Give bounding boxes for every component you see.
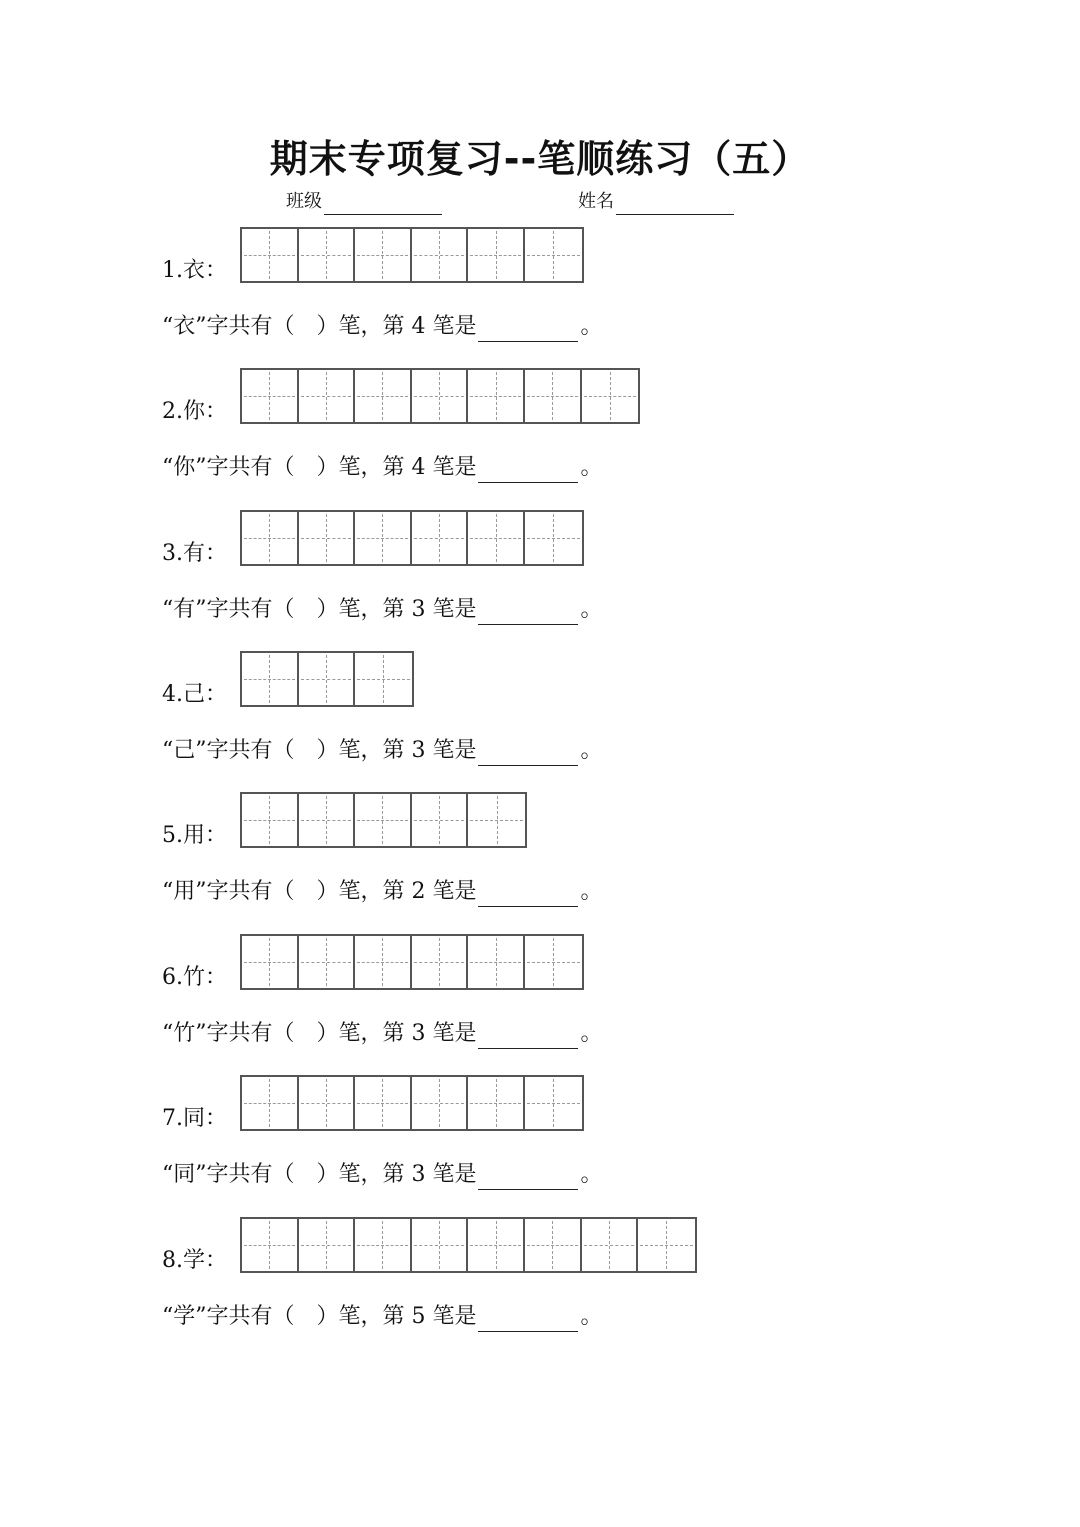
writing-cell[interactable] [582, 1219, 639, 1271]
writing-cell[interactable] [355, 512, 412, 564]
writing-cell[interactable] [468, 1219, 525, 1271]
writing-cell[interactable] [355, 1077, 412, 1129]
answer-blank[interactable] [478, 1167, 578, 1190]
writing-grid [240, 934, 584, 990]
exercise-question [162, 312, 603, 342]
answer-blank[interactable] [478, 884, 578, 907]
writing-grid [240, 792, 527, 848]
writing-cell[interactable] [242, 936, 299, 988]
writing-cell[interactable] [468, 512, 525, 564]
writing-cell[interactable] [468, 936, 525, 988]
writing-cell[interactable] [299, 229, 356, 281]
question-text: “己”字共有（ ）笔，第 3 笔是 [162, 738, 477, 763]
writing-grid [240, 227, 584, 283]
class-label: 班级 [286, 191, 322, 212]
writing-cell[interactable] [242, 1219, 299, 1271]
writing-cell[interactable] [299, 794, 356, 846]
writing-cell[interactable] [525, 229, 582, 281]
exercise-label: 8.学： [162, 1248, 227, 1273]
question-text: “有”字共有（ ）笔，第 3 笔是 [162, 597, 477, 622]
class-input-line[interactable] [324, 194, 442, 215]
question-text: “你”字共有（ ）笔，第 4 笔是 [162, 455, 477, 480]
exercise-label: 6.竹： [162, 965, 227, 990]
question-end: 。 [580, 597, 603, 622]
writing-cell[interactable] [525, 512, 582, 564]
writing-cell[interactable] [638, 1219, 695, 1271]
writing-cell[interactable] [355, 1219, 412, 1271]
question-end: 。 [580, 314, 603, 339]
question-end: 。 [580, 1021, 603, 1046]
writing-cell[interactable] [355, 370, 412, 422]
question-end: 。 [580, 1162, 603, 1187]
question-text: “同”字共有（ ）笔，第 3 笔是 [162, 1162, 477, 1187]
writing-cell[interactable] [468, 794, 525, 846]
writing-grid [240, 651, 414, 707]
exercise-question [162, 736, 603, 766]
question-end: 。 [580, 738, 603, 763]
exercise-question [162, 1302, 603, 1332]
writing-cell[interactable] [299, 512, 356, 564]
writing-cell[interactable] [355, 229, 412, 281]
writing-cell[interactable] [525, 936, 582, 988]
question-text: “学”字共有（ ）笔，第 5 笔是 [162, 1304, 477, 1329]
answer-blank[interactable] [478, 460, 578, 483]
writing-cell[interactable] [242, 1077, 299, 1129]
question-end: 。 [580, 455, 603, 480]
class-field [286, 189, 442, 215]
writing-grid [240, 368, 640, 424]
exercise-label: 4.己： [162, 682, 227, 707]
writing-cell[interactable] [299, 370, 356, 422]
exercise-label: 2.你： [162, 399, 227, 424]
writing-cell[interactable] [412, 229, 469, 281]
writing-cell[interactable] [242, 229, 299, 281]
name-input-line[interactable] [616, 194, 734, 215]
question-text: “竹”字共有（ ）笔，第 3 笔是 [162, 1021, 477, 1046]
writing-cell[interactable] [355, 794, 412, 846]
writing-cell[interactable] [468, 370, 525, 422]
writing-grid [240, 510, 584, 566]
question-end: 。 [580, 879, 603, 904]
writing-cell[interactable] [468, 229, 525, 281]
exercise-label: 1.衣： [162, 258, 227, 283]
writing-cell[interactable] [412, 370, 469, 422]
writing-cell[interactable] [412, 1219, 469, 1271]
writing-cell[interactable] [299, 653, 356, 705]
writing-cell[interactable] [242, 794, 299, 846]
exercise-question [162, 877, 603, 907]
writing-cell[interactable] [242, 370, 299, 422]
answer-blank[interactable] [478, 743, 578, 766]
writing-grid [240, 1075, 584, 1131]
exercise-question [162, 1019, 603, 1049]
exercise-label: 7.同： [162, 1106, 227, 1131]
answer-blank[interactable] [478, 1309, 578, 1332]
writing-cell[interactable] [412, 1077, 469, 1129]
name-field [578, 189, 734, 215]
writing-cell[interactable] [299, 1219, 356, 1271]
writing-cell[interactable] [299, 1077, 356, 1129]
answer-blank[interactable] [478, 319, 578, 342]
name-label: 姓名 [578, 191, 614, 212]
writing-cell[interactable] [525, 370, 582, 422]
answer-blank[interactable] [478, 602, 578, 625]
question-text: “用”字共有（ ）笔，第 2 笔是 [162, 879, 477, 904]
writing-cell[interactable] [355, 936, 412, 988]
writing-cell[interactable] [242, 512, 299, 564]
question-end: 。 [580, 1304, 603, 1329]
exercise-label: 5.用： [162, 823, 227, 848]
exercise-question [162, 595, 603, 625]
answer-blank[interactable] [478, 1026, 578, 1049]
writing-cell[interactable] [525, 1219, 582, 1271]
writing-cell[interactable] [299, 936, 356, 988]
writing-cell[interactable] [468, 1077, 525, 1129]
writing-grid [240, 1217, 697, 1273]
writing-cell[interactable] [412, 794, 469, 846]
exercise-question [162, 453, 603, 483]
exercise-question [162, 1160, 603, 1190]
writing-cell[interactable] [525, 1077, 582, 1129]
writing-cell[interactable] [412, 512, 469, 564]
page-title: 期末专项复习--笔顺练习（五） [269, 137, 811, 181]
exercise-label: 3.有： [162, 541, 227, 566]
question-text: “衣”字共有（ ）笔，第 4 笔是 [162, 314, 477, 339]
writing-cell[interactable] [242, 653, 299, 705]
writing-cell[interactable] [582, 370, 639, 422]
writing-cell[interactable] [355, 653, 412, 705]
writing-cell[interactable] [412, 936, 469, 988]
